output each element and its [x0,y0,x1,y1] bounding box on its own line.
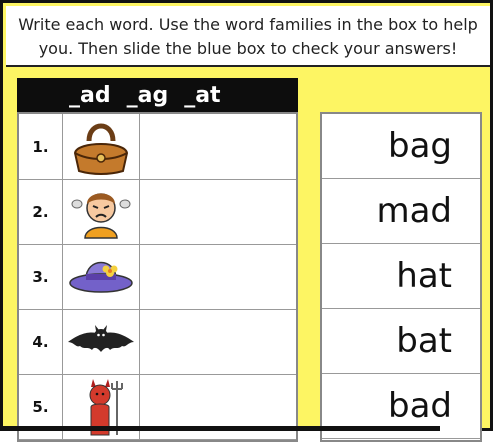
table-row [19,114,296,180]
answer-word: bad [322,374,480,439]
family-ad: _ad [69,82,111,108]
family-at: _at [184,82,221,108]
answer-write-field[interactable] [140,179,296,244]
answer-key-slider[interactable] [320,112,482,442]
row-number: 5. [19,374,63,439]
word-families-bar [17,78,298,112]
hat-icon [63,244,140,309]
answer-word: mad [322,179,480,244]
instructions-line-2: you. Then slide the blue box to check your answers! [38,39,458,58]
bottom-border [0,426,440,431]
writing-table [17,112,298,442]
answer-write-field[interactable] [140,309,296,374]
answer-word: bag [322,114,480,179]
purse-icon [63,114,140,179]
table-row [19,309,296,375]
row-number: 2. [19,179,63,244]
answer-word: bat [322,309,480,374]
instructions-box [6,6,490,67]
answer-write-field[interactable] [140,114,296,179]
angry-boy-icon [63,179,140,244]
bat-icon [63,309,140,374]
row-number: 1. [19,114,63,179]
row-number: 3. [19,244,63,309]
family-ag: _ag [126,82,169,108]
answer-write-field[interactable] [140,244,296,309]
table-row [19,244,296,310]
table-row [19,179,296,245]
row-number: 4. [19,309,63,374]
answer-word: hat [322,244,480,309]
instructions-line-1: Write each word. Use the word families in the box to help [18,15,478,34]
